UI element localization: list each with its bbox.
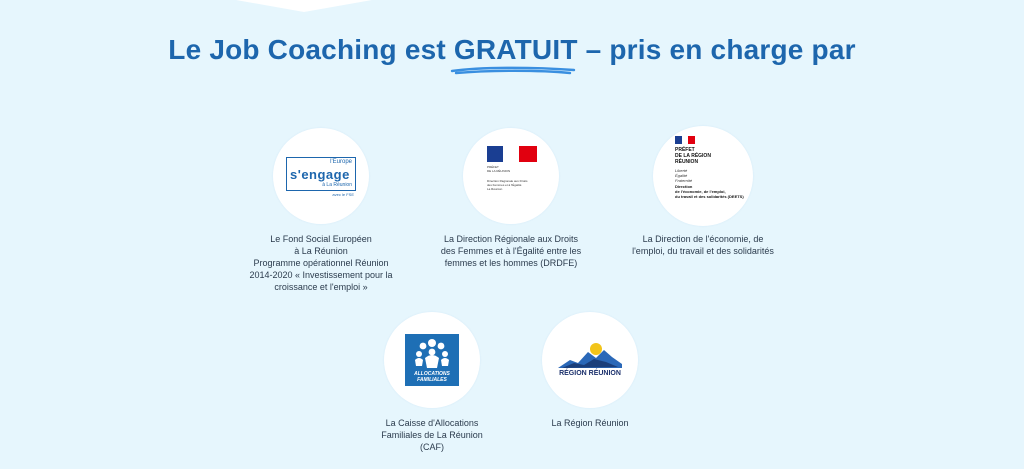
partner-logo-fse	[273, 128, 369, 224]
motto-line: Égalité	[675, 173, 688, 178]
prefet-line: PRÉFET	[675, 147, 695, 153]
title-before: Le Job Coaching est	[168, 34, 454, 65]
region-reunion-logo	[556, 340, 624, 378]
caf-logo-line: ALLOCATIONS	[414, 371, 450, 377]
caption-line: femmes et les hommes (DRDFE)	[444, 258, 578, 268]
caption-line: La Direction Régionale aux Droits	[443, 234, 579, 244]
partner-logo-region	[542, 312, 638, 408]
prefet-region-reunion-logo	[675, 136, 744, 212]
caf-family-icon	[405, 336, 459, 372]
title-after: – pris en charge par	[577, 34, 856, 65]
direction-line: de l'économie, de l'emploi,	[675, 189, 726, 194]
caption-line: Programme opérationnel Réunion	[253, 258, 389, 268]
partner-caption-drdfe	[426, 233, 596, 269]
prefet-direction	[675, 184, 744, 199]
caption-line: des Femmes et à l'Égalité entre les	[440, 246, 582, 256]
motto-line: Liberté	[675, 168, 688, 173]
rf-logo-line1: PRÉFET	[487, 165, 499, 169]
rf-logo-line3: Direction Régionale aux Droits	[487, 179, 528, 183]
caf-logo-text	[405, 371, 459, 383]
caption-line: croissance et l'emploi »	[274, 282, 368, 292]
caption-line: La Région Réunion	[551, 418, 629, 428]
caption-line: Le Fond Social Européen	[270, 234, 372, 244]
caption-line: La Direction de l'économie, de	[642, 234, 764, 244]
partner-caption-fse	[236, 233, 406, 293]
republique-francaise-logo	[487, 146, 539, 198]
caption-line: à La Réunion	[294, 246, 348, 256]
partner-logo-caf	[384, 312, 480, 408]
prefet-motto	[675, 168, 692, 183]
caf-logo-line: FAMILIALES	[417, 377, 447, 383]
caption-line: l'emploi, du travail et des solidarités	[632, 246, 774, 256]
prefet-line: RÉUNION	[675, 159, 699, 165]
partner-caption-caf	[347, 417, 517, 453]
section-notch	[236, 0, 372, 12]
rf-logo-line2: DE LA RÉUNION	[487, 169, 511, 173]
caption-line: (CAF)	[420, 442, 444, 452]
page-title	[0, 34, 1024, 66]
title-highlight	[454, 34, 578, 66]
caption-line: Familiales de La Réunion	[381, 430, 483, 440]
rf-logo-line5: La Réunion	[487, 187, 503, 191]
prefet-title	[675, 147, 711, 165]
europe-engage-logo	[286, 157, 356, 197]
direction-line: Direction	[675, 184, 693, 189]
caf-logo	[405, 334, 459, 386]
brush-underline-icon	[450, 65, 576, 75]
caption-line: 2014-2020 « Investissement pour la	[249, 270, 393, 280]
partner-caption-deets	[613, 233, 793, 257]
fse-logo-line1: l'Europe	[330, 159, 352, 165]
region-logo-text: RÉGION RÉUNION	[559, 370, 621, 377]
marianne-flag-icon	[487, 146, 537, 162]
region-mountain-icon	[556, 340, 624, 370]
title-highlight-text: GRATUIT	[453, 34, 578, 65]
caption-line: La Caisse d'Allocations	[385, 418, 479, 428]
motto-line: Fraternité	[675, 178, 693, 183]
prefet-line: DE LA RÉGION	[675, 153, 711, 159]
direction-line: du travail et des solidarités (DEETS)	[675, 194, 744, 199]
partner-logo-drdfe	[463, 128, 559, 224]
fse-logo-line3: à La Réunion	[322, 182, 352, 188]
partner-caption-region	[505, 417, 675, 429]
fse-logo-line4: avec le FSE	[332, 192, 354, 197]
partner-logo-deets	[653, 126, 753, 226]
fse-logo-line2: s'engage	[290, 167, 350, 182]
marianne-flag-icon	[675, 136, 695, 144]
rf-logo-line4: des Femmes et à l'Égalité	[487, 183, 522, 187]
